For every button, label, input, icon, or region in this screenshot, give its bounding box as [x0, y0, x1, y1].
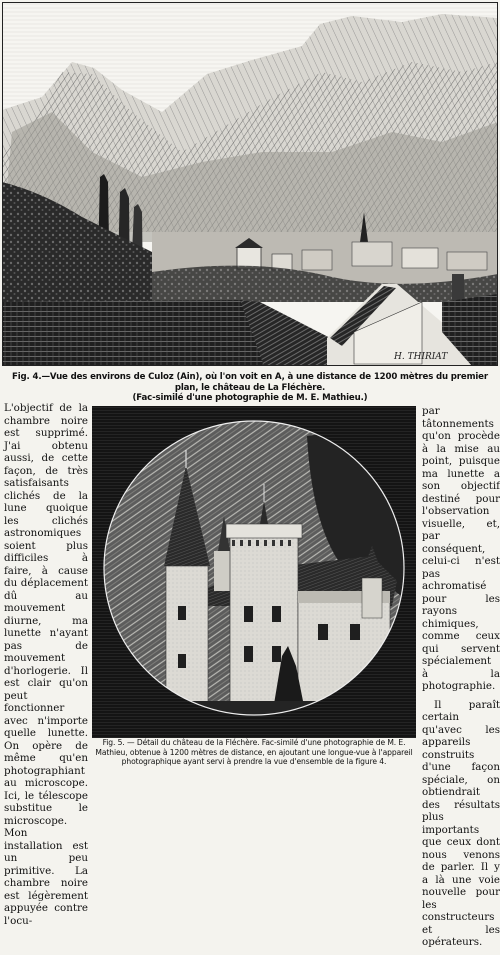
figure-5-engraving: [92, 406, 416, 738]
left-column-paragraph: L'objectif de la chambre noire est supprimé. J'ai obtenu aussi, de cette façon, de très satisfaisants clichés de la lune quoique les clichés astronomiques soient plus difficiles à faire, à cause du déplacement dû au mouvement diurne, ma lunette n'ayant pas de mouvement d'horlogerie. Il est clair qu'on peut fonctionner avec n'importe quelle lunette. On opère de même qu'en photographiant au microscope. Ici, le télescope substitue le microscope. Mon installation est un peu primitive. La chambre noire est légèrement appuyée contre l'ocu-: [4, 402, 88, 927]
engraver-signature: H. THIRIAT: [394, 352, 448, 362]
figure-5-caption: [92, 738, 416, 767]
figure-4-caption-line2: (Fac-similé d'une photographie de M. E. Mathieu.): [132, 393, 368, 404]
figure-5-caption-text: Fig. 5. — Détail du château de la Fléchère. Fac-similé d'une photographie de M. E. Mathieu, obtenue à 1200 mètres de distance, en ajoutant une longue-vue à l'appareil photographique ayant servi à prendre la vue d'ensemble de la figure 4.: [95, 738, 413, 767]
right-column-paragraph-1: par tâtonnements qu'on procède à la mise au point, puisque ma lunette a son objectif destiné pour l'observation visuelle, et, par conséquent, celui-ci n'est pas achromatisé pour les rayons chimiques, comme ceux qui servent spécialement à la photographie.: [422, 405, 500, 692]
figure-4-caption-line1: Fig. 4.—Vue des environs de Culoz (Ain), où l'on voit en A, à une distance de 1200 mètres du premier plan, le château de La Fléchère.: [12, 372, 488, 393]
right-text-column: [422, 405, 500, 955]
right-column-paragraph-2: Il paraît certain qu'avec les appareils construits d'une façon spéciale, on obtiendrait des résultats plus importants que ceux dont nous venons de parler. Il y a là une voie nouvelle pour les constructeurs et les opérateurs.: [422, 698, 500, 948]
figure-4-caption: [8, 372, 492, 404]
figure-4-engraving: [2, 2, 498, 366]
left-text-column: [4, 402, 88, 933]
